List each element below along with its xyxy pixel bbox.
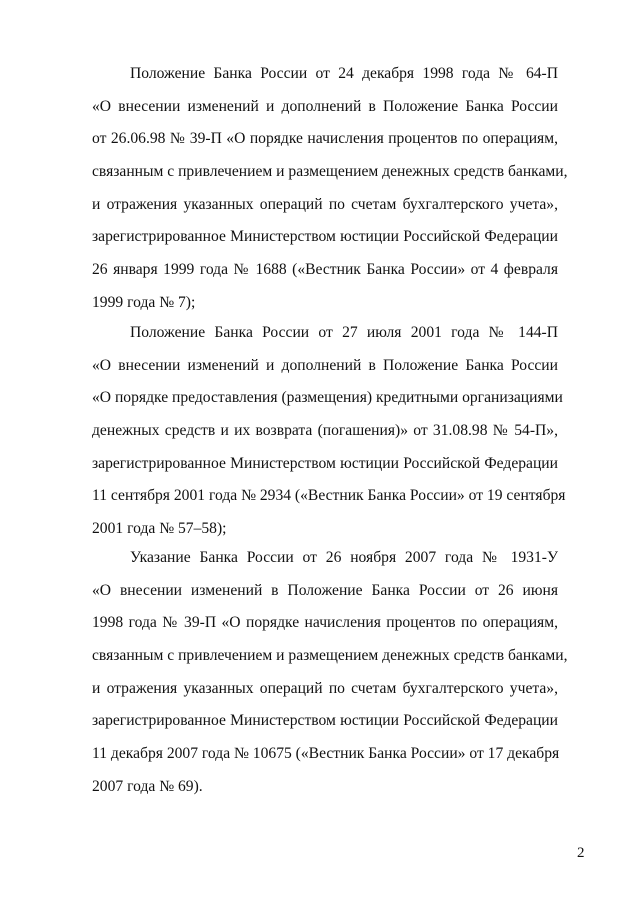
paragraph-line: денежных средств и их возврата (погашения)» от 31.08.98 № 54-П», [92, 422, 558, 440]
paragraph-line: зарегистрированное Министерством юстиции Российской Федерации [92, 712, 558, 730]
paragraph-line: Положение Банка России от 27 июля 2001 года № 144-П [130, 324, 558, 341]
paragraph-line: 26 января 1999 года № 1688 («Вестник Банка России» от 4 февраля [92, 261, 558, 279]
paragraph-line: 1999 года № 7); [92, 293, 196, 311]
paragraph-line: «О внесении изменений в Положение Банка России от 26 июня [92, 581, 558, 599]
paragraph-regulation-144p [92, 317, 566, 546]
paragraph-line: зарегистрированное Министерством юстиции Российской Федерации [92, 228, 558, 246]
paragraph-line: «О внесении изменений и дополнений в Положение Банка России [92, 356, 558, 374]
paragraph-directive-1931u [92, 542, 568, 804]
paragraph-line: 2007 года № 69). [92, 777, 203, 795]
paragraph-regulation-64p [92, 58, 568, 320]
paragraph-line: 1998 года № 39-П «О порядке начисления процентов по операциям, [92, 614, 558, 632]
paragraph-line: связанным с привлечением и размещением денежных средств банками, [92, 647, 568, 665]
paragraph-line: 11 декабря 2007 года № 10675 («Вестник Банка России» от 17 декабря [92, 745, 560, 763]
paragraph-line: 2001 года № 57–58); [92, 520, 227, 538]
paragraph-line: и отражения указанных операций по счетам бухгалтерского учета», [92, 679, 558, 697]
paragraph-line: и отражения указанных операций по счетам бухгалтерского учета», [92, 195, 558, 213]
page-number: 2 [577, 845, 585, 861]
paragraph-line: 11 сентября 2001 года № 2934 («Вестник Банка России» от 19 сентября [92, 487, 566, 505]
paragraph-line: «О внесении изменений и дополнений в Положение Банка России [92, 97, 558, 115]
paragraph-line: Положение Банка России от 24 декабря 1998 года № 64-П [130, 65, 558, 82]
paragraph-line: от 26.06.98 № 39-П «О порядке начисления процентов по операциям, [92, 130, 558, 148]
paragraph-line: связанным с привлечением и размещением денежных средств банками, [92, 163, 568, 181]
paragraph-line: «О порядке предоставления (размещения) кредитными организациями [92, 389, 563, 407]
paragraph-line: Указание Банка России от 26 ноября 2007 года № 1931-У [130, 549, 558, 566]
paragraph-line: зарегистрированное Министерством юстиции Российской Федерации [92, 454, 558, 472]
